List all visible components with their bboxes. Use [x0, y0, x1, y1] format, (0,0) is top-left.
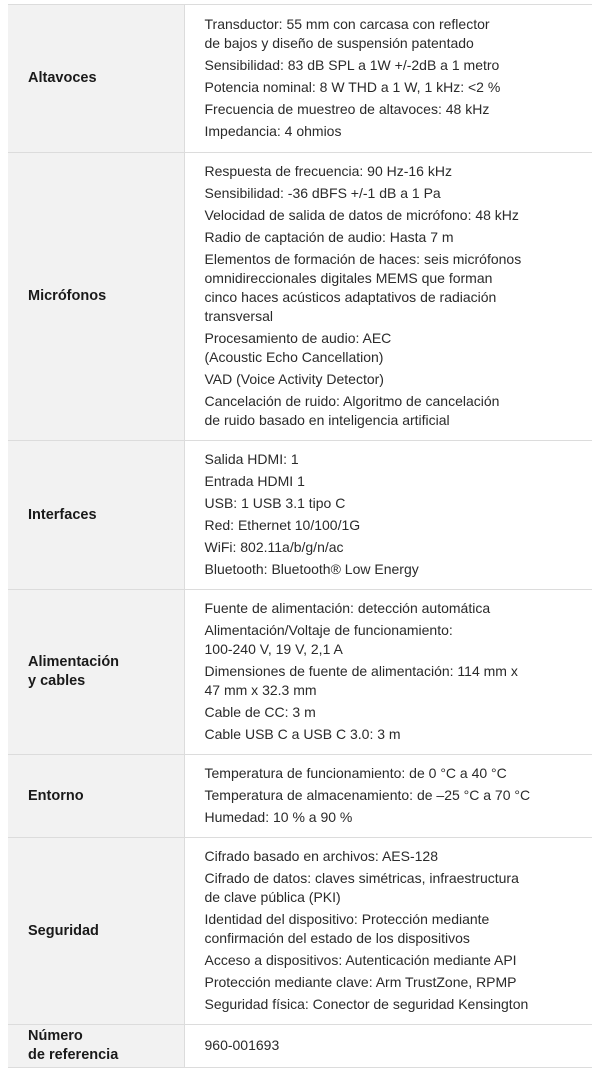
spec-item-text: Cancelación de ruido: Algoritmo de cancelación: [204, 393, 500, 409]
spec-label: [8, 5, 184, 153]
spec-item-text: Sensibilidad: -36 dBFS +/-1 dB a 1 Pa: [204, 185, 441, 201]
spec-row: [8, 590, 592, 755]
spec-item-text: WiFi: 802.11a/b/g/n/ac: [204, 539, 344, 555]
spec-item-text: USB: 1 USB 3.1 tipo C: [204, 495, 346, 511]
spec-item-text: Radio de captación de audio: Hasta 7 m: [204, 229, 454, 245]
spec-item: [205, 15, 587, 53]
spec-item-text: Impedancia: 4 ohmios: [204, 123, 342, 139]
spec-item: [205, 725, 587, 744]
spec-item-text: Transductor: 55 mm con carcasa con reflector: [204, 16, 490, 32]
spec-label-text: Altavoces: [28, 70, 97, 86]
spec-row: [8, 5, 592, 153]
spec-item: [205, 621, 587, 659]
spec-row: [8, 153, 592, 441]
spec-item: [205, 100, 587, 119]
spec-item-text: Temperatura de almacenamiento: de –25 °C a 70 °C: [204, 787, 531, 803]
spec-item: [205, 560, 587, 579]
spec-item-text: transversal: [204, 308, 273, 324]
spec-item: [205, 494, 587, 513]
spec-item: [205, 56, 587, 75]
spec-item: [205, 472, 587, 491]
spec-item-text: Cable de CC: 3 m: [204, 704, 316, 720]
spec-item: [205, 250, 587, 326]
spec-item: [205, 808, 587, 827]
spec-item-text: cinco haces acústicos adaptativos de radiación: [204, 289, 497, 305]
spec-label: [8, 755, 184, 838]
spec-row: [8, 755, 592, 838]
spec-value: [184, 755, 592, 838]
spec-item: [205, 599, 587, 618]
spec-item-text: de ruido basado en inteligencia artificial: [204, 412, 450, 428]
spec-item-text: Dimensiones de fuente de alimentación: 114 mm x: [204, 663, 518, 679]
spec-value: [184, 838, 592, 1025]
spec-item-text: Protección mediante clave: Arm TrustZone, RPMP: [204, 974, 517, 990]
spec-item-text: Potencia nominal: 8 W THD a 1 W, 1 kHz: <2 %: [204, 79, 501, 95]
spec-label-text: Entorno: [28, 787, 84, 804]
spec-item: [205, 538, 587, 557]
spec-item-text: Cifrado de datos: claves simétricas, infraestructura: [204, 870, 519, 886]
spec-label: [8, 838, 184, 1025]
spec-item: [205, 973, 587, 992]
spec-label: [8, 441, 184, 590]
spec-label-text: de referencia: [28, 1047, 119, 1063]
spec-item: [205, 162, 587, 181]
spec-label-text: Seguridad: [28, 922, 99, 939]
spec-item-text: 960-001693: [204, 1037, 280, 1053]
spec-item: [205, 370, 587, 389]
spec-item-text: confirmación del estado de los dispositivos: [204, 930, 470, 946]
spec-value: [184, 590, 592, 755]
spec-item-text: Frecuencia de muestreo de altavoces: 48 kHz: [204, 101, 490, 117]
spec-item-text: Bluetooth: Bluetooth® Low Energy: [204, 561, 419, 577]
spec-value: [184, 1025, 592, 1068]
spec-item-text: Velocidad de salida de datos de micrófono: 48 kHz: [204, 207, 519, 223]
spec-label-text: Alimentación: [28, 654, 120, 670]
spec-item: [205, 122, 587, 141]
spec-item-text: 100-240 V, 19 V, 2,1 A: [204, 641, 343, 657]
spec-row: [8, 1025, 592, 1068]
spec-item-text: Cable USB C a USB C 3.0: 3 m: [204, 726, 401, 742]
spec-item: [205, 228, 587, 247]
spec-item: [205, 764, 587, 783]
spec-item: [205, 516, 587, 535]
spec-item-text: Red: Ethernet 10/100/1G: [204, 517, 361, 533]
spec-item: [205, 78, 587, 97]
spec-item-text: Elementos de formación de haces: seis micrófonos: [204, 251, 522, 267]
spec-label: [8, 1025, 184, 1068]
spec-value: [184, 5, 592, 153]
spec-row: [8, 441, 592, 590]
spec-label-text: Interfaces: [28, 506, 97, 523]
spec-item-text: de clave pública (PKI): [204, 889, 341, 905]
spec-item: [205, 184, 587, 203]
spec-row: [8, 838, 592, 1025]
spec-table-body: [8, 5, 592, 1068]
spec-item-text: VAD (Voice Activity Detector): [204, 371, 384, 387]
spec-item-text: Cifrado basado en archivos: AES-128: [204, 848, 438, 864]
spec-item: [205, 869, 587, 907]
spec-item-text: Fuente de alimentación: detección automática: [204, 600, 491, 616]
spec-label: [8, 153, 184, 441]
spec-item-text: (Acoustic Echo Cancellation): [204, 349, 384, 365]
spec-item-text: omnidireccionales digitales MEMS que forman: [204, 270, 493, 286]
spec-item-text: de bajos y diseño de suspensión patentado: [204, 35, 474, 51]
spec-table: [8, 4, 592, 1068]
spec-item: [205, 951, 587, 970]
spec-label: [8, 590, 184, 755]
spec-value: [184, 153, 592, 441]
spec-item-text: 47 mm x 32.3 mm: [204, 682, 317, 698]
spec-item: [205, 329, 587, 367]
spec-item: [205, 662, 587, 700]
spec-item-text: Entrada HDMI 1: [204, 473, 305, 489]
spec-item: [205, 450, 587, 469]
spec-item-text: Sensibilidad: 83 dB SPL a 1W +/-2dB a 1 metro: [204, 57, 500, 73]
spec-item: [205, 206, 587, 225]
spec-item-text: Temperatura de funcionamiento: de 0 °C a 40 °C: [204, 765, 507, 781]
spec-item: [205, 703, 587, 722]
spec-label-text: Micrófonos: [28, 288, 107, 304]
spec-item: [205, 392, 587, 430]
spec-item: [205, 786, 587, 805]
spec-item-text: Identidad del dispositivo: Protección mediante: [204, 911, 490, 927]
spec-item: [205, 995, 587, 1014]
spec-item: [205, 910, 587, 948]
spec-label-text: Número: [28, 1028, 83, 1044]
spec-item-text: Humedad: 10 % a 90 %: [204, 809, 353, 825]
spec-label-text: y cables: [28, 673, 86, 689]
spec-item-text: Respuesta de frecuencia: 90 Hz-16 kHz: [204, 163, 452, 179]
spec-value: [184, 441, 592, 590]
spec-item: [205, 847, 587, 866]
spec-item-text: Seguridad física: Conector de seguridad Kensington: [204, 996, 529, 1012]
spec-item-text: Procesamiento de audio: AEC: [204, 330, 392, 346]
spec-item: [205, 1036, 587, 1055]
spec-item-text: Acceso a dispositivos: Autenticación mediante API: [204, 952, 517, 968]
spec-item-text: Alimentación/Voltaje de funcionamiento:: [204, 622, 453, 638]
spec-item-text: Salida HDMI: 1: [204, 451, 299, 467]
